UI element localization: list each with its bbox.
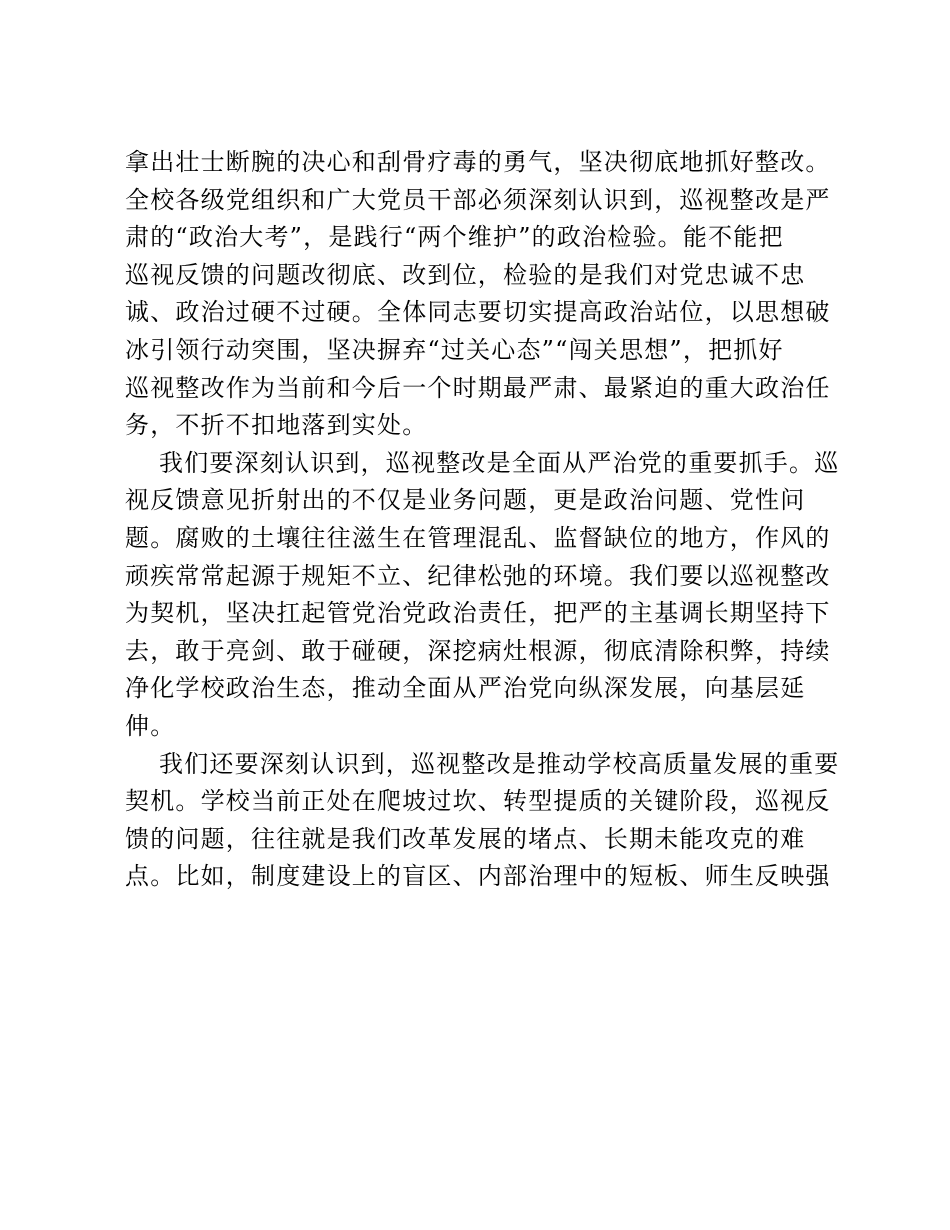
text-line: 冰引领行动突围，坚决摒弃“过关心态”“闯关思想”，把抓好	[125, 335, 784, 364]
text-line: 顽疾常常起源于规矩不立、纪律松弛的环境。我们要以巡视整改	[125, 561, 831, 590]
text-line: 点。比如，制度建设上的盲区、内部治理中的短板、师生反映强	[125, 862, 831, 891]
text-line: 拿出壮士断腕的决心和刮骨疗毒的勇气，坚决彻底地抓好整改。	[125, 148, 831, 176]
paragraph-start-line: 我们要深刻认识到，巡视整改是全面从严治党的重要抓手。巡	[159, 448, 840, 477]
text-line: 巡视整改作为当前和今后一个时期最严肃、最紧迫的重大政治任	[125, 373, 831, 402]
paragraph-start-line: 我们还要深刻认识到，巡视整改是推动学校高质量发展的重要	[159, 749, 840, 778]
text-line: 视反馈意见折射出的不仅是业务问题，更是政治问题、党性问	[125, 486, 806, 515]
text-line: 为契机，坚决扛起管党治党政治责任，把严的主基调长期坚持下	[125, 599, 831, 628]
text-line: 全校各级党组织和广大党员干部必须深刻认识到，巡视整改是严	[125, 185, 831, 214]
text-line: 务，不折不扣地落到实处。	[125, 411, 428, 440]
document-body	[125, 144, 840, 896]
text-line: 诚、政治过硬不过硬。全体同志要切实提高政治站位，以思想破	[125, 298, 831, 327]
text-line: 馈的问题，往往就是我们改革发展的堵点、长期未能攻克的难	[125, 824, 806, 853]
text-line: 题。腐败的土壤往往滋生在管理混乱、监督缺位的地方，作风的	[125, 523, 831, 552]
text-line: 契机。学校当前正处在爬坡过坎、转型提质的关键阶段，巡视反	[125, 787, 831, 816]
text-line: 伸。	[125, 711, 176, 740]
text-line: 净化学校政治生态，推动全面从严治党向纵深发展，向基层延	[125, 674, 806, 703]
text-line: 巡视反馈的问题改彻底、改到位，检验的是我们对党忠诚不忠	[125, 260, 806, 289]
text-line: 肃的“政治大考”，是践行“两个维护”的政治检验。能不能把	[125, 223, 784, 252]
text-line: 去，敢于亮剑、敢于碰硬，深挖病灶根源，彻底清除积弊，持续	[125, 636, 831, 665]
